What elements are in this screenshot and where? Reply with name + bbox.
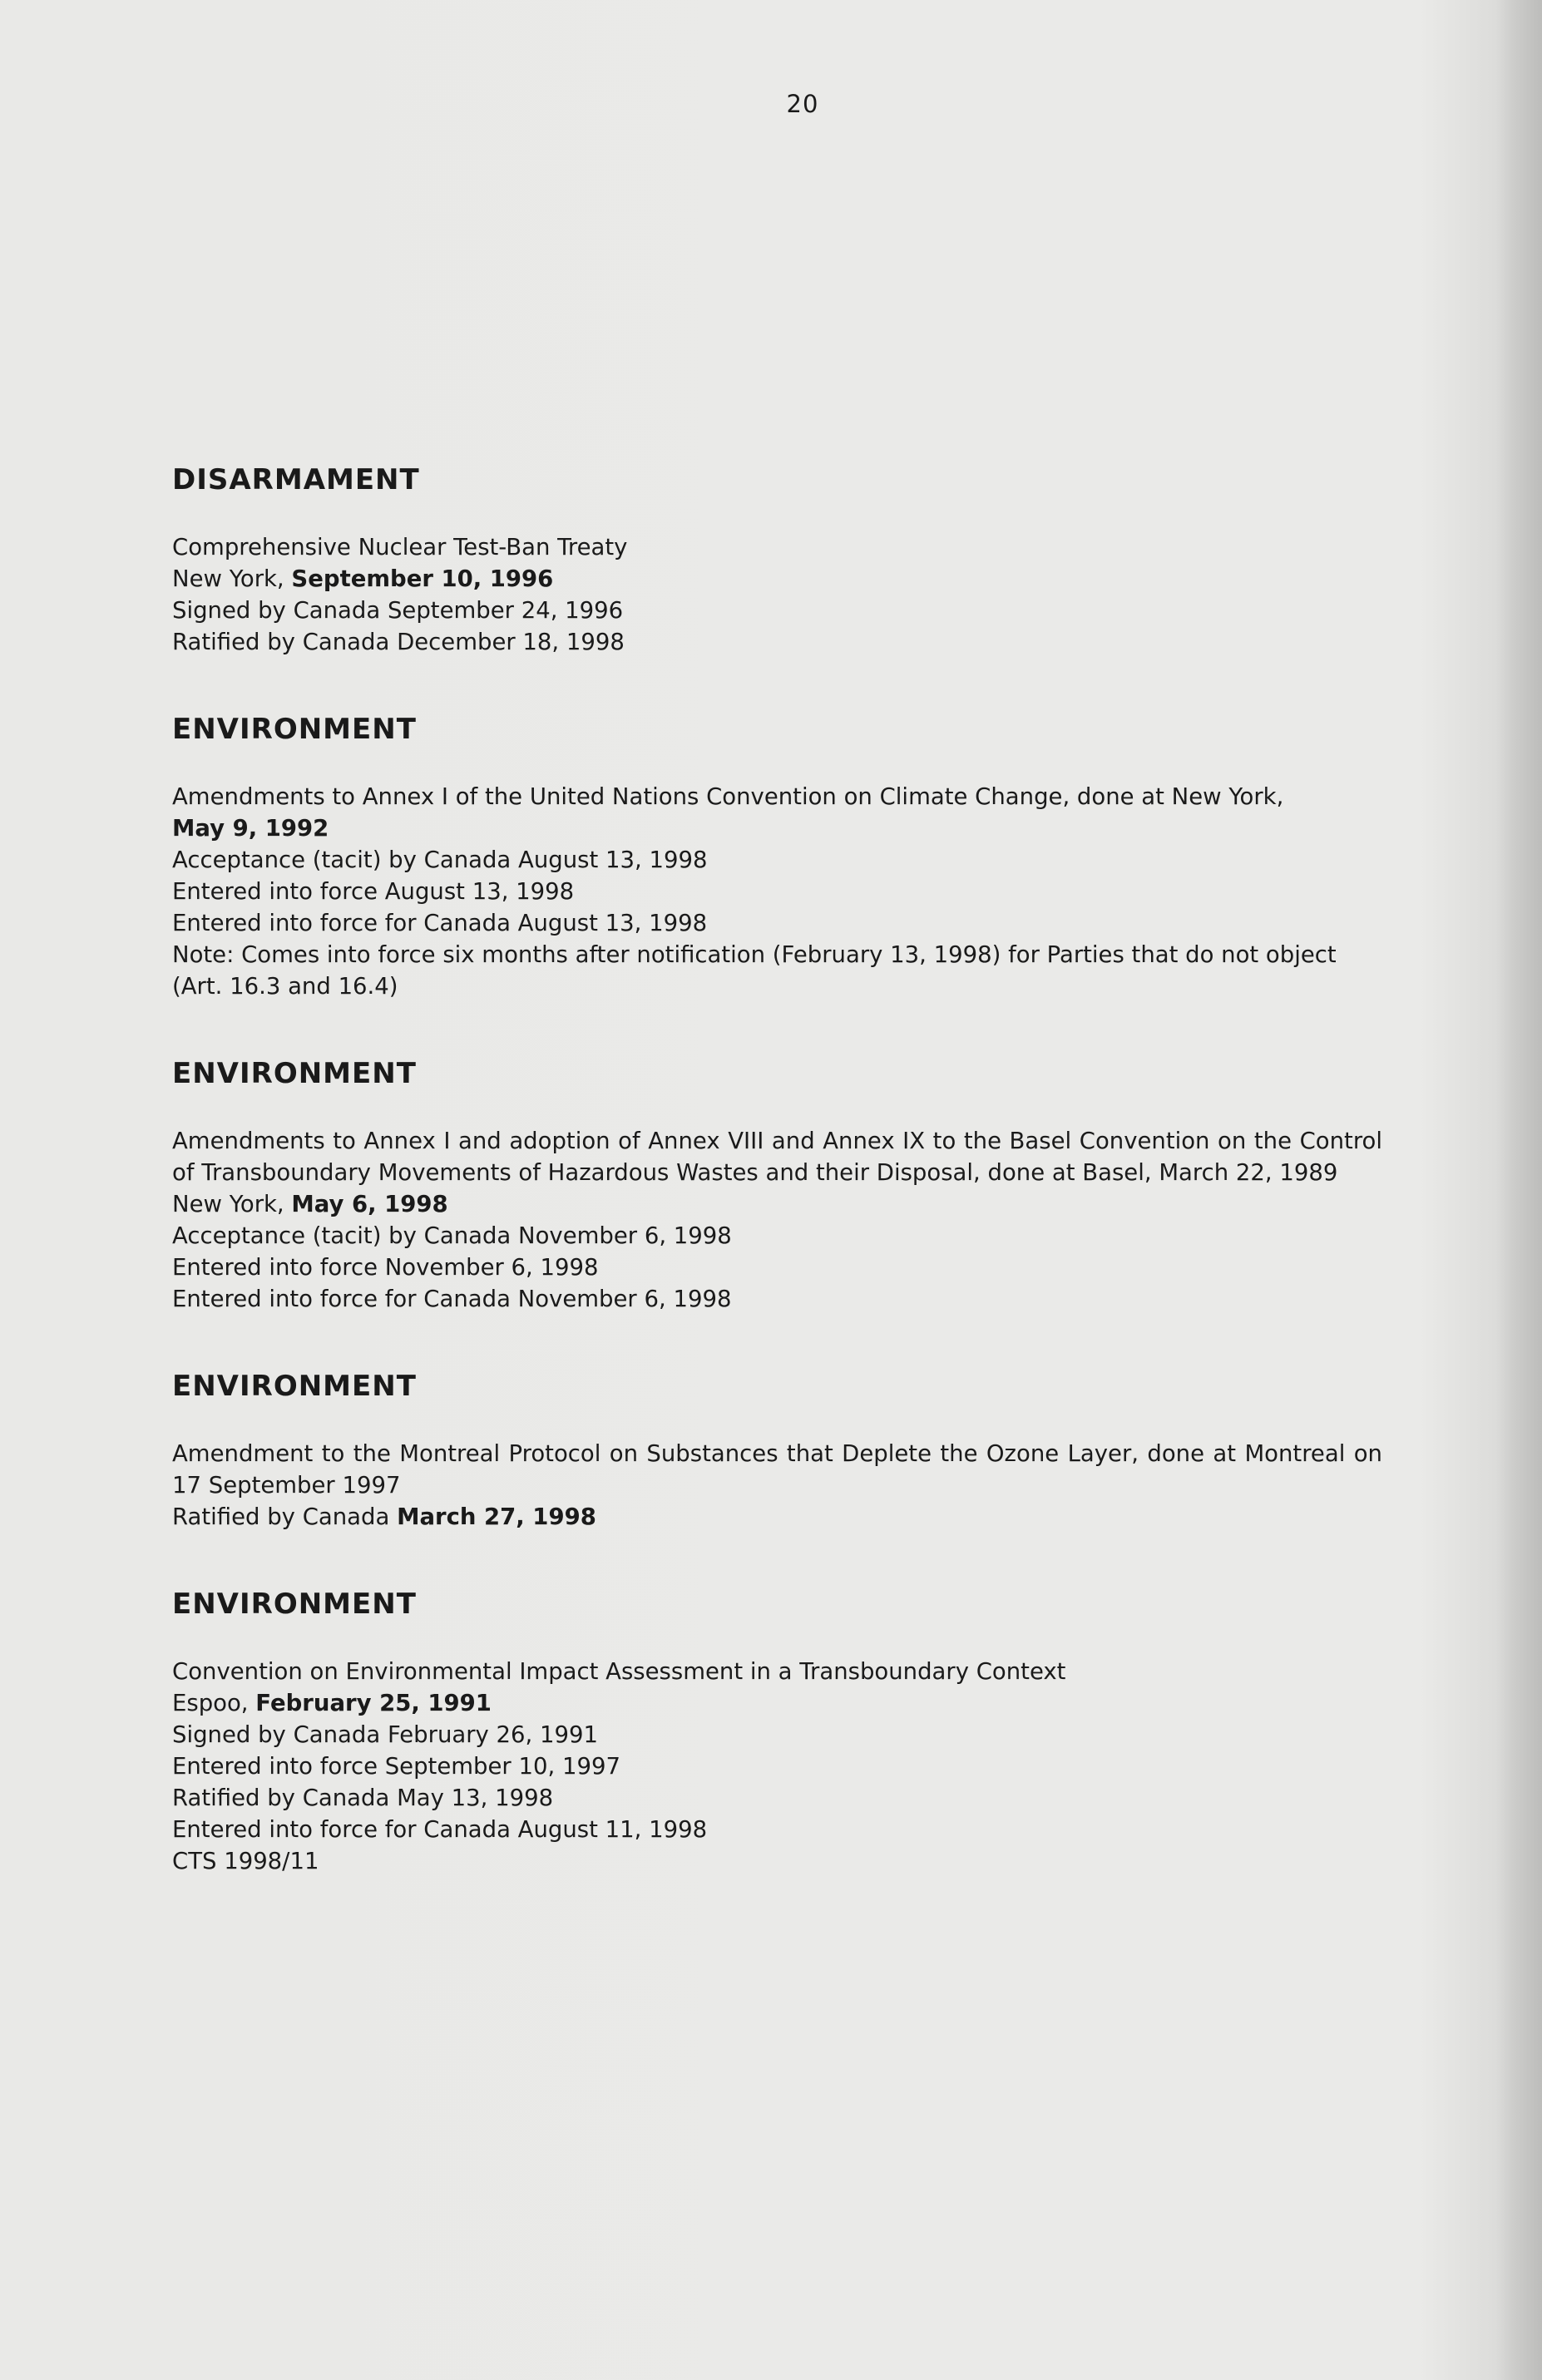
section-heading: ENVIRONMENT bbox=[172, 713, 417, 746]
treaty-detail-line: Signed by Canada September 24, 1996 bbox=[172, 597, 624, 624]
treaty-place-line bbox=[172, 563, 1382, 595]
treaty-title: Convention on Environmental Impact Assessment in a Transboundary Context bbox=[172, 1658, 1066, 1685]
place-date: May 6, 1998 bbox=[291, 1191, 448, 1217]
treaty-title: Amendment to the Montreal Protocol on Substances that Deplete the Ozone Layer, done at Montreal on 17 September 1997 bbox=[172, 1440, 1382, 1499]
section-heading: ENVIRONMENT bbox=[172, 1587, 417, 1621]
treaty-ratified-line bbox=[172, 1501, 1382, 1533]
section-environment-basel bbox=[172, 1055, 1382, 1315]
treaty-reference: CTS 1998/11 bbox=[172, 1848, 319, 1874]
treaty-detail-line: Entered into force for Canada August 11, 1998 bbox=[172, 1816, 708, 1843]
treaty-place-line bbox=[172, 1188, 1382, 1220]
treaty-detail-line: Entered into force for Canada August 13, 1998 bbox=[172, 910, 708, 936]
treaty-entry bbox=[172, 531, 1382, 658]
treaty-detail-line: Ratified by Canada December 18, 1998 bbox=[172, 629, 625, 655]
section-heading: ENVIRONMENT bbox=[172, 1370, 417, 1403]
place-prefix: New York, bbox=[172, 1191, 292, 1217]
treaty-title: Amendments to Annex I of the United Nations Convention on Climate Change, done at New York, bbox=[172, 783, 1284, 810]
section-environment-climate bbox=[172, 711, 1382, 1002]
treaty-detail-line: Entered into force September 10, 1997 bbox=[172, 1753, 620, 1780]
treaty-detail-line: Entered into force for Canada November 6, 1998 bbox=[172, 1286, 732, 1312]
ratified-prefix: Ratified by Canada bbox=[172, 1504, 398, 1530]
treaty-entry bbox=[172, 781, 1382, 1002]
treaty-entry bbox=[172, 1125, 1382, 1315]
treaty-detail-line: Signed by Canada February 26, 1991 bbox=[172, 1721, 599, 1748]
page-content bbox=[172, 462, 1382, 1930]
treaty-detail-line: Entered into force November 6, 1998 bbox=[172, 1254, 599, 1281]
title-date: May 9, 1992 bbox=[172, 815, 329, 842]
section-disarmament bbox=[172, 462, 1382, 658]
treaty-entry bbox=[172, 1656, 1382, 1877]
treaty-place-line bbox=[172, 1687, 1382, 1719]
page-edge-shadow bbox=[1495, 0, 1542, 2380]
section-environment-montreal bbox=[172, 1368, 1382, 1533]
page-number: 20 bbox=[786, 90, 819, 118]
section-heading: DISARMAMENT bbox=[172, 463, 420, 496]
place-date: September 10, 1996 bbox=[291, 565, 554, 592]
place-date: February 25, 1991 bbox=[255, 1690, 492, 1716]
treaty-date-line bbox=[172, 812, 1382, 844]
treaty-detail-line: Acceptance (tacit) by Canada August 13, 1998 bbox=[172, 847, 708, 873]
treaty-entry bbox=[172, 1438, 1382, 1533]
treaty-detail-line: Entered into force August 13, 1998 bbox=[172, 878, 575, 905]
section-environment-espoo bbox=[172, 1586, 1382, 1877]
section-heading: ENVIRONMENT bbox=[172, 1057, 417, 1090]
place-prefix: Espoo, bbox=[172, 1690, 256, 1716]
place-prefix: New York, bbox=[172, 565, 292, 592]
treaty-title: Amendments to Annex I and adoption of Annex VIII and Annex IX to the Basel Convention on the Control of Transboundary Movements of Hazardous Wastes and their Disposal, done at Basel, March 22, 1989 bbox=[172, 1128, 1382, 1186]
treaty-detail-line: Acceptance (tacit) by Canada November 6, 1998 bbox=[172, 1222, 732, 1249]
treaty-detail-line: Ratified by Canada May 13, 1998 bbox=[172, 1785, 554, 1811]
treaty-note: Note: Comes into force six months after notification (February 13, 1998) for Parties that do not object (Art. 16.3 and 16.4) bbox=[172, 941, 1337, 1000]
treaty-title: Comprehensive Nuclear Test-Ban Treaty bbox=[172, 534, 628, 560]
ratified-date: March 27, 1998 bbox=[397, 1504, 596, 1530]
